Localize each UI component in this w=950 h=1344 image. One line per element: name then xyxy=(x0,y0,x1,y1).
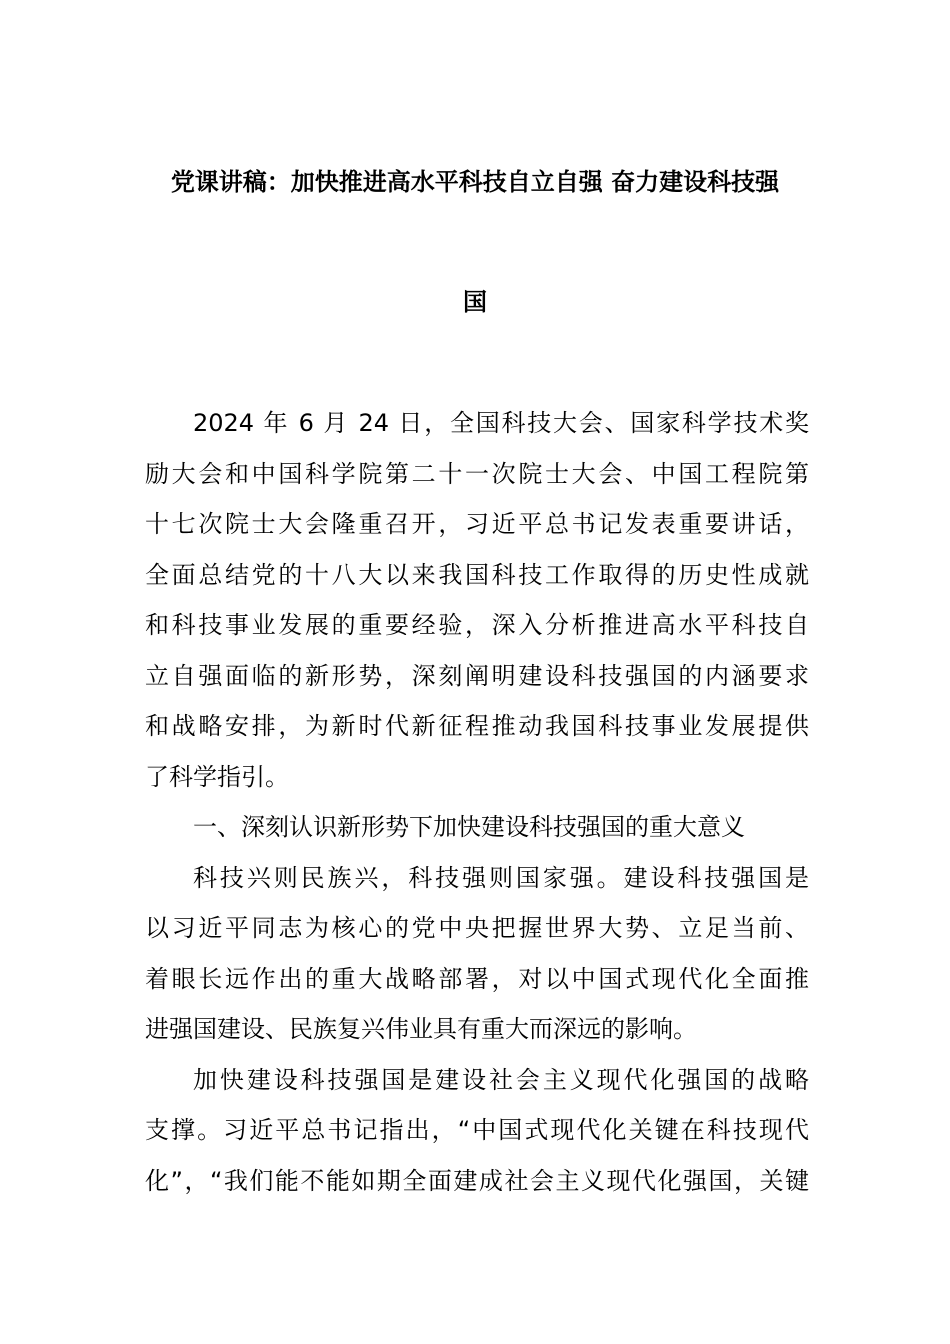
body-text-line: 着眼长远作出的重大战略部署，对以中国式现代化全面推 xyxy=(145,964,809,993)
body-text-line: 科技兴则民族兴，科技强则国家强。建设科技强国是 xyxy=(193,863,809,892)
document-body xyxy=(145,398,809,1206)
document-title-line-1: 党课讲稿：加快推进高水平科技自立自强 奋力建设科技强 xyxy=(170,168,780,196)
body-text-line: 化”，“我们能不能如期全面建成社会主义现代化强国，关键 xyxy=(145,1166,809,1195)
body-text-line: 加快建设科技强国是建设社会主义现代化强国的战略 xyxy=(193,1065,809,1094)
body-text-line: 了科学指引。 xyxy=(145,762,289,791)
body-text-line: 和科技事业发展的重要经验，深入分析推进高水平科技自 xyxy=(145,611,809,639)
body-text-line: 一、深刻认识新形势下加快建设科技强国的重大意义 xyxy=(193,813,745,841)
document-title-line-2: 国 xyxy=(463,288,487,316)
body-text-line: 励大会和中国科学院第二十一次院士大会、中国工程院第 xyxy=(145,459,809,488)
body-text-line: 进强国建设、民族复兴伟业具有重大而深远的影响。 xyxy=(145,1015,697,1043)
body-text-line: 支撑。习近平总书记指出，“中国式现代化关键在科技现代 xyxy=(145,1116,809,1144)
body-text-line: 立自强面临的新形势，深刻阐明建设科技强国的内涵要求 xyxy=(145,661,809,690)
body-text-line: 和战略安排，为新时代新征程推动我国科技事业发展提供 xyxy=(145,712,809,740)
body-text-line: 十七次院士大会隆重召开，习近平总书记发表重要讲话， xyxy=(145,510,809,538)
body-text-line: 2024 年 6 月 24 日，全国科技大会、国家科学技术奖 xyxy=(193,409,809,437)
body-text-line: 以习近平同志为核心的党中央把握世界大势、立足当前、 xyxy=(145,914,809,942)
body-text-line: 全面总结党的十八大以来我国科技工作取得的历史性成就 xyxy=(145,560,809,589)
